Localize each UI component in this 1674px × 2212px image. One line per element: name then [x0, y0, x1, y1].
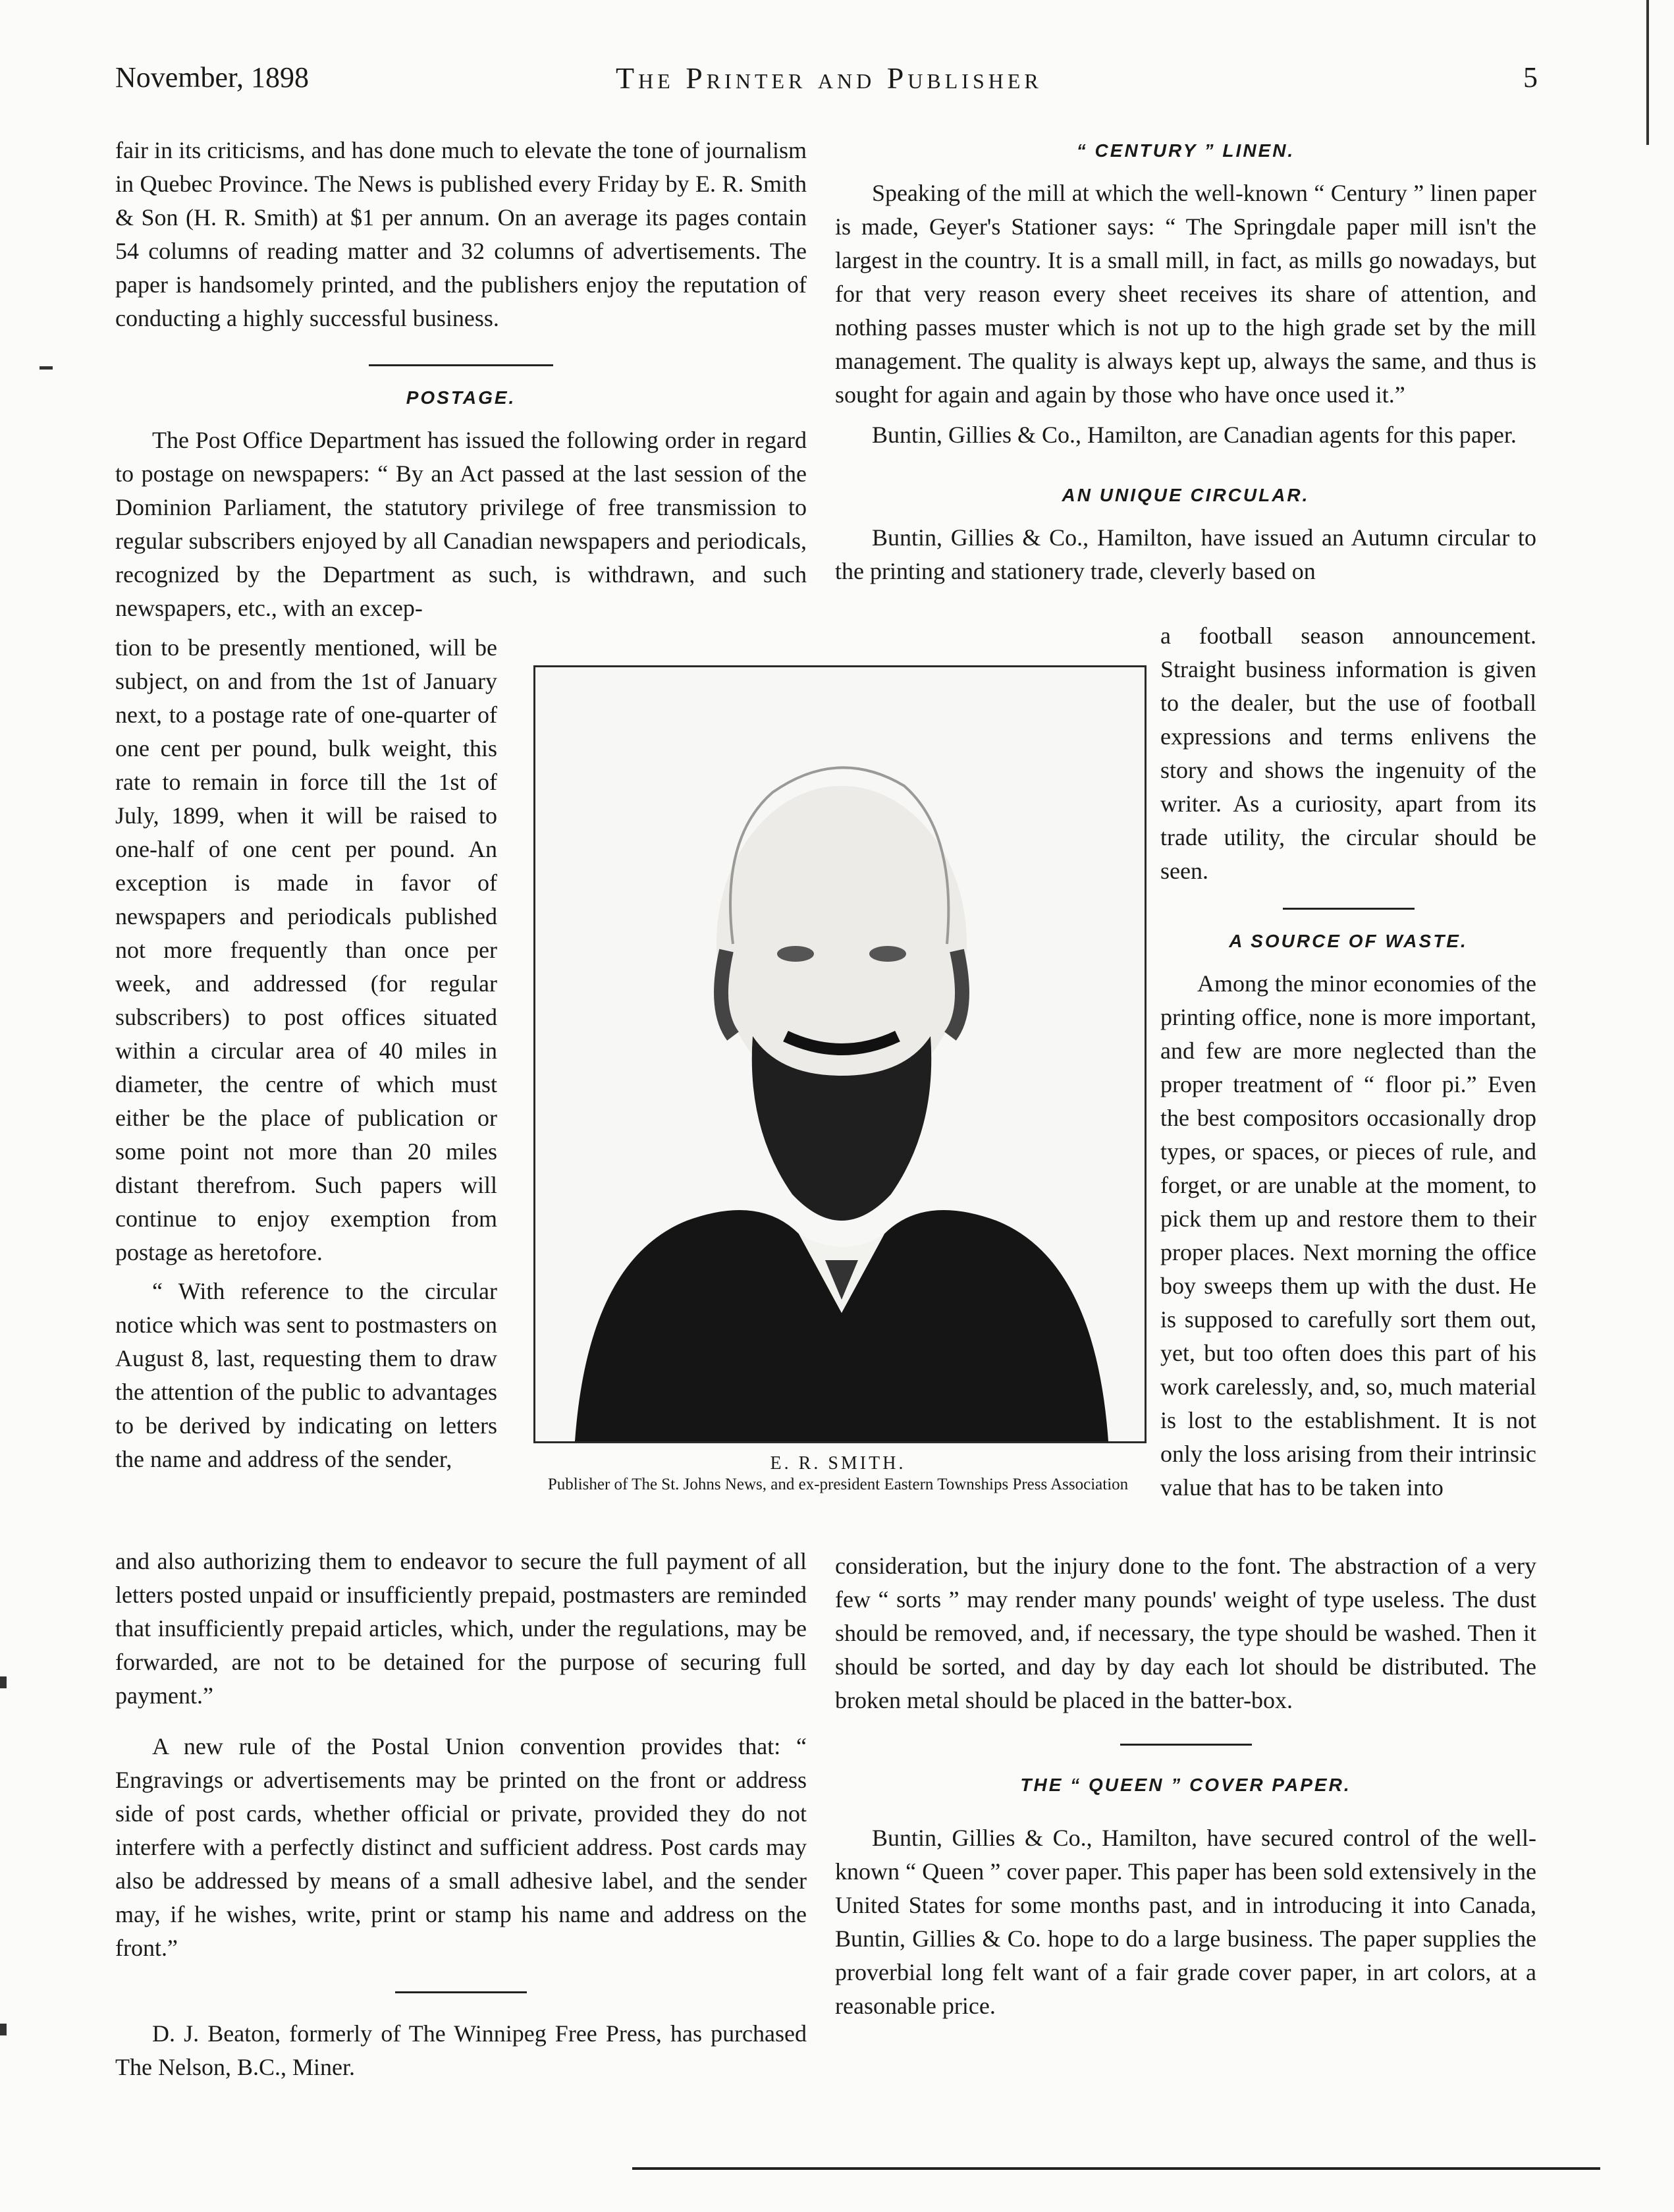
page-header: [115, 61, 1538, 107]
portrait-caption: [533, 1452, 1143, 1495]
circular-paragraph-full: Buntin, Gillies & Co., Hamilton, have issued an Autumn circular to the printing and stationery trade, cleverly based on: [835, 524, 1536, 584]
left-column-narrow: [115, 631, 497, 1476]
issue-date: November, 1898: [115, 61, 309, 94]
queen-paragraph: Buntin, Gillies & Co., Hamilton, have secured control of the well-known “ Queen ” cover paper. This paper has been sold extensively in the United States for some months past, and in introducing it into Canada, Buntin, Gillies & Co. hope to do a large business. The paper supplies the proverbial long felt want of a fair grade cover paper, in art colors, at a reasonable price.: [835, 1825, 1536, 2019]
century-paragraph-1: Speaking of the mill at which the well-known “ Century ” linen paper is made, Geyer's Stationer says: “ The Springdale paper mill isn't the largest in the country. It is a small mill, in fact, as mills go nowadays, but for that very reason every sheet receives its share of attention, and nothing passes muster which is not up to the high grade set by the mill management. The quality is always kept up, always the same, and thus is sought for again and again by those who have once used it.”: [835, 180, 1536, 408]
scan-edge-mark: [40, 366, 53, 370]
section-divider: [369, 364, 553, 366]
section-divider: [1283, 908, 1415, 910]
postage-paragraph-1-narrow: tion to be presently mentioned, will be subject, on and from the 1st of January next, to a postage rate of one-quarter of one cent per pound, bulk weight, this rate to remain in force till the 1st of July, 1899, when it will be raised to one-half of one cent per pound. An exception is made in favor of newspapers and periodicals published not more frequently than once per week, and addressed (for regular subscribers) to post offices situated within a circular area of 40 miles in diameter, the centre of which must either be the place of publication or some point not more than 20 miles distant therefrom. Such papers will continue to enjoy exemption from postage as heretofore.: [115, 634, 497, 1265]
right-column-bottom: [835, 1549, 1536, 2023]
waste-paragraph-full: consideration, but the injury done to the font. The abstraction of a very few “ sorts ” may render many pounds' weight of type useless. The dust should be removed, and, if necessary, the type should be washed. Then it should be sorted, and day by day each lot should be distributed. The broken metal should be placed in the batter-box.: [835, 1553, 1536, 1713]
scan-edge-mark: [1646, 0, 1649, 145]
left-column-bottom: [115, 1545, 807, 2084]
century-heading: “ CENTURY ” LINEN.: [1076, 140, 1295, 161]
postal-union-paragraph: A new rule of the Postal Union convention provides that: “ Engravings or advertisements may be printed on the front or address side of post cards, whether official or private, provided they do not interfere with a perfectly distinct and sufficient address. Post cards may also be addressed by means of a small adhesive label, and the sender may, if he wishes, write, print or stamp his name and address on the front.”: [115, 1733, 807, 1961]
circular-paragraph-narrow: a football season announcement. Straight business information is given to the dealer, but the use of football expressions and terms enlivens the story and shows the ingenuity of the writer. As a curiosity, apart from its trade utility, the circular should be seen.: [1160, 622, 1536, 884]
footer-rule: [632, 2167, 1600, 2170]
publication-title: The Printer and Publisher: [616, 61, 1042, 95]
queen-heading: THE “ QUEEN ” COVER PAPER.: [1020, 1775, 1351, 1795]
intro-paragraph: fair in its criticisms, and has done much to elevate the tone of journalism in Quebec Province. The News is published every Friday by E. R. Smith & Son (H. R. Smith) at $1 per annum. On an average its pages contain 54 columns of reading matter and 32 columns of advertisements. The paper is handsomely printed, and the publishers enjoy the reputation of conducting a highly successful business.: [115, 137, 807, 331]
century-paragraph-2: Buntin, Gillies & Co., Hamilton, are Canadian agents for this paper.: [872, 422, 1517, 448]
scan-edge-mark: [0, 2024, 7, 2035]
postage-paragraph-2-full: and also authorizing them to endeavor to secure the full payment of all letters posted unpaid or insufficiently prepaid, postmasters are reminded that insufficiently prepaid articles, which, under the regulations, may be forwarded, are not to be detained for the purpose of securing full payment.”: [115, 1548, 807, 1709]
caption-description: Publisher of The St. Johns News, and ex-president Eastern Townships Press Association: [547, 1476, 1129, 1493]
right-column-top: [835, 134, 1536, 588]
section-divider: [1120, 1744, 1252, 1746]
portrait-frame: [533, 665, 1147, 1443]
page-number: 5: [1523, 61, 1538, 94]
circular-heading: AN UNIQUE CIRCULAR.: [1062, 485, 1310, 505]
waste-paragraph-narrow: Among the minor economies of the printing office, none is more important, and few are more neglected than the proper treatment of “ floor pi.” Even the best compositors occasionally drop types, or spaces, or pieces of rule, and forget, or are unable at the moment, to pick them up and restore them to their proper places. Next morning the office boy sweeps them up with the dust. He is supposed to carefully sort them out, yet, but too often does this part of his work carelessly, and, so, much material is lost to the establishment. It is not only the loss arising from their intrinsic value that has to be taken into: [1160, 970, 1536, 1501]
postage-paragraph-1-full: The Post Office Department has issued the following order in regard to postage on newspapers: “ By an Act passed at the last session of the Dominion Parliament, the statutory privilege of free transmission to regular subscribers enjoyed by all Canadian newspapers and periodicals, recognized by the Department as such, is withdrawn, and such newspapers, etc., with an excep-: [115, 427, 807, 621]
scan-edge-mark: [0, 1676, 7, 1688]
postage-heading: POSTAGE.: [406, 387, 516, 408]
left-column-top: [115, 134, 807, 625]
postage-paragraph-2-narrow: “ With reference to the circular notice which was sent to postmasters on August 8, last, requesting them to draw the attention of the public to advantages to be derived by indicating on letters the name and address of the sender,: [115, 1278, 497, 1472]
section-divider: [395, 1991, 527, 1993]
waste-heading: A SOURCE OF WASTE.: [1229, 931, 1468, 951]
right-column-narrow: [1160, 619, 1536, 1505]
caption-name: E. R. SMITH.: [770, 1453, 906, 1474]
beaton-paragraph: D. J. Beaton, formerly of The Winnipeg Free Press, has purchased The Nelson, B.C., Miner.: [115, 2020, 807, 2080]
portrait-engraving-icon: [535, 667, 1145, 1441]
